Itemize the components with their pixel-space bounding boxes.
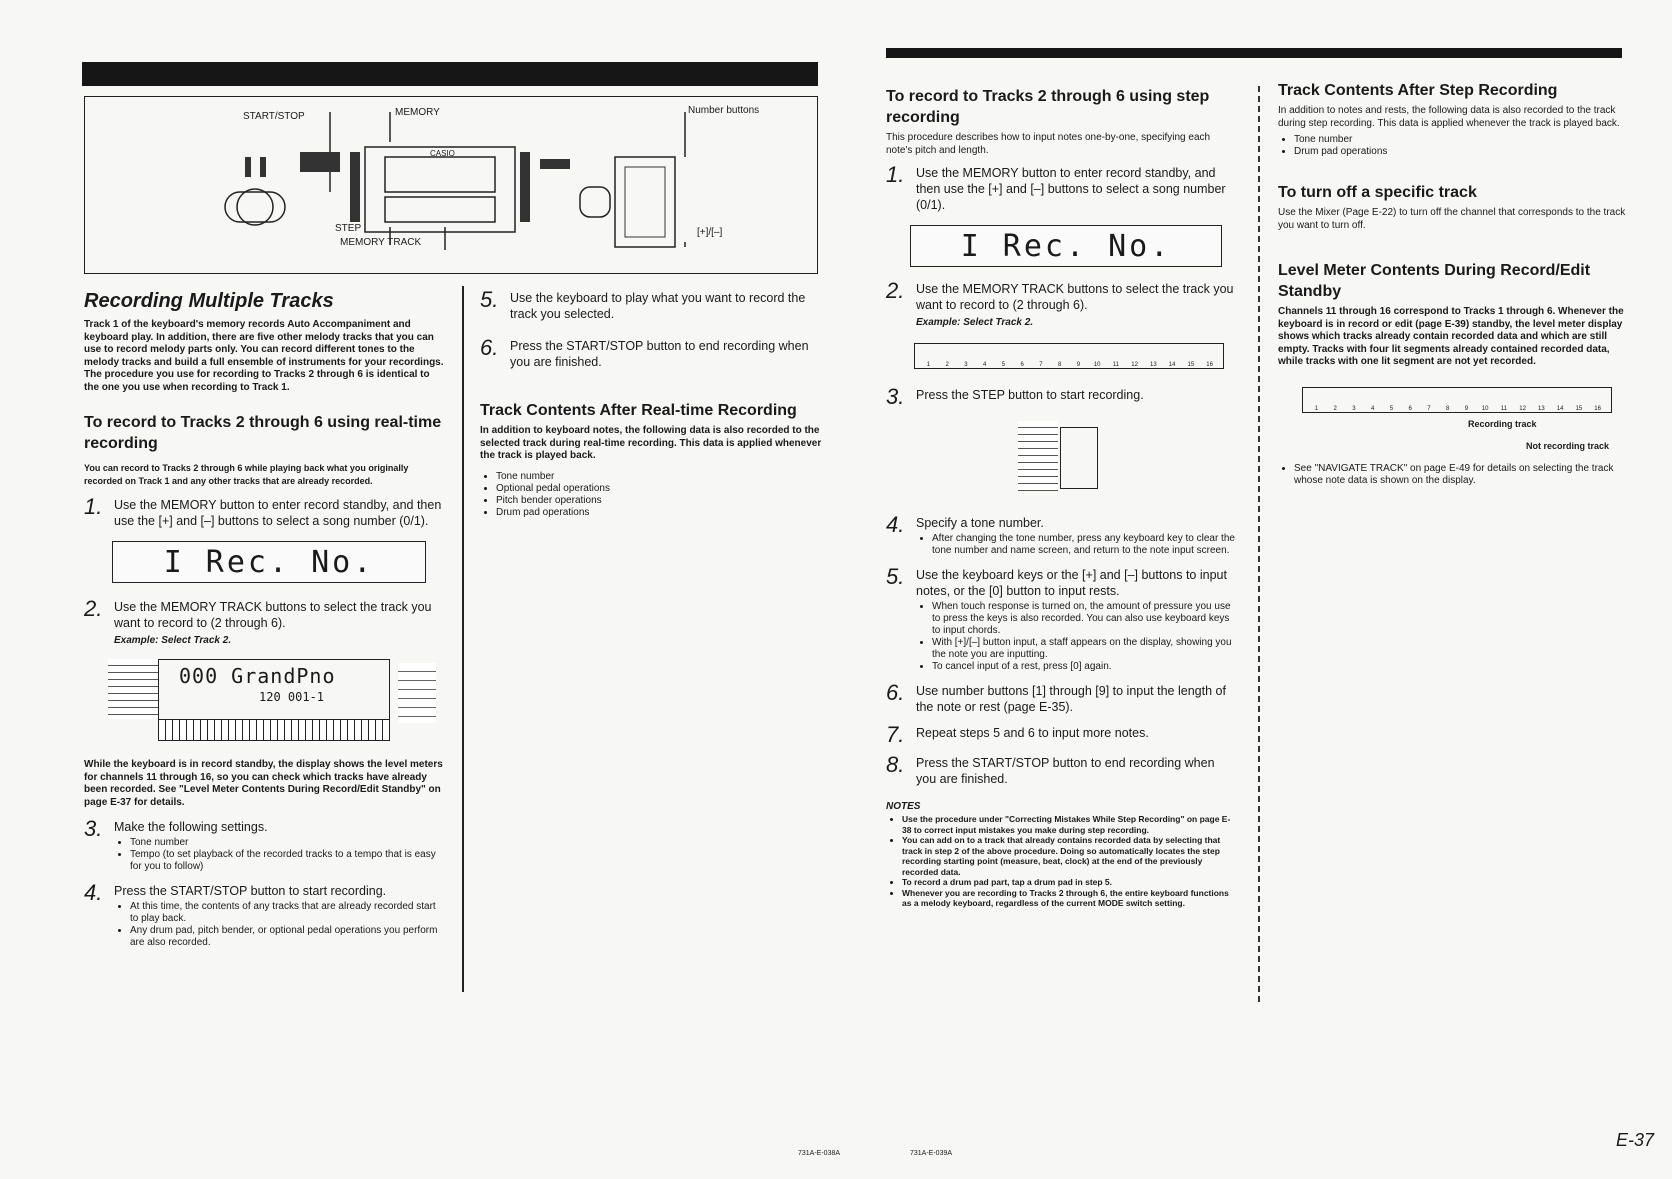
right-step-2: 2. Use the MEMORY TRACK buttons to select the track you want to record to (2 through 6). Example: Select Track 2. — [886, 278, 1234, 328]
right-step-5: 5. Use the keyboard keys or the [+] and [–] buttons to input notes, or the [0] button to input rests. • When touch response is turned on, the amount of pressure you use to press the keys is also recorded. You can also use keyboard keys to input chords. • With [+]/[–] button input, a staff appears on the display, showing you the note you are inputting. • To cancel input of a rest, press [0] again. — [886, 567, 1236, 673]
left-step-2: 2. Use the MEMORY TRACK buttons to select the track you want to record to (2 through 6). Example: Select Track 2. — [84, 596, 432, 646]
plus-minus-label: [+]/[–] — [697, 227, 723, 238]
right-step-1: 1. Use the MEMORY button to enter record standby, and then use the [+] and [–] buttons to select a song number (0/1). — [886, 162, 1226, 212]
level-meter-text: Channels 11 through 16 correspond to Tracks 1 through 6. Whenever the keyboard is in record or edit (page E-39) standby, the level meter display shows which tracks already contain recorded data and which are still empty. Tracks with four lit segments already contained recorded data, while tracks with one lit segment are not yet recorded. — [1278, 306, 1624, 367]
left-step-4: 4. Press the START/STOP button to start recording. • At this time, the contents of any tracks that are already recorded start to play back. • Any drum pad, pitch bender, or optional pedal operations you perform are also recorded. — [84, 883, 444, 949]
step-3-bullets: • Tone number • Tempo (to set playback of the recorded tracks to a tempo that is easy for you to follow) — [114, 837, 444, 873]
left-step-3: 3. Make the following settings. • Tone number • Tempo (to set playback of the recorded tracks to a tempo that is easy for you to follow) — [84, 819, 444, 873]
left-step-1: 1. Use the MEMORY button to enter record standby, and then use the [+] and [–] buttons to select a song number (0/1). — [84, 494, 442, 528]
example-label: Example: Select Track 2. — [114, 635, 232, 646]
track-contents-realtime-text: In addition to keyboard notes, the following data is also recorded to the selected track during real-time recording. This data is applied whenever the track is played back. — [480, 425, 822, 461]
section-title-recording-multiple: Recording Multiple Tracks — [84, 290, 334, 312]
intro-paragraph: Track 1 of the keyboard's memory records Auto Accompaniment and keyboard play. In addition, there are five other melody tracks that you can use to record melody parts only. You can record different tones to the melody tracks and build a full ensemble of instruments for your recordings. The procedure you use for recording to Tracks 2 through 6 is identical to the one you use when recording to Track 1. — [84, 319, 444, 393]
keyboard-panel-illustration — [85, 97, 816, 272]
keyboard-display-graphic — [108, 659, 436, 745]
not-recording-track-label: Not recording track — [1526, 440, 1610, 451]
footer-code-right: 731A-E-039A — [910, 1150, 953, 1157]
right-step-8: 8. Press the START/STOP button to end recording when you are finished. — [886, 752, 1215, 786]
display-line-2: 120 001-1 — [259, 690, 325, 704]
turn-off-track-heading: To turn off a specific track — [1278, 184, 1477, 201]
level-meter-heading: Level Meter Contents During Record/Edit Standby — [1278, 262, 1591, 300]
right-column-2 — [1278, 80, 1630, 487]
right-step-4: 4. Specify a tone number. • After changing the tone number, press any keyboard key to clear the tone number and name screen, and return to the note input screen. — [886, 515, 1236, 557]
memory-track-label: MEMORY TRACK — [340, 237, 422, 248]
right-step-7: 7. Repeat steps 5 and 6 to input more notes. — [886, 722, 1149, 747]
left-column-divider — [462, 286, 464, 992]
notes-heading: NOTES — [886, 801, 921, 812]
left-step-6: 6. Press the START/STOP button to end recording when you are finished. — [480, 335, 809, 369]
keyboard-diagram — [84, 96, 818, 274]
header-bar-right — [886, 48, 1622, 58]
step-recording-heading: To record to Tracks 2 through 6 using step recording — [886, 88, 1210, 126]
navigate-note: • See "NAVIGATE TRACK" on page E-49 for details on selecting the track whose note data is shown on the display. — [1278, 463, 1630, 487]
number-buttons-label: Number buttons — [688, 105, 760, 116]
notes-list: • Use the procedure under "Correcting Mistakes While Step Recording" on page E-38 to correct input mistakes you make during step recording. • You can add on to a track that already contains recorded data by selecting that track in step 2 of the above procedure. Doing so automatically locates the step recording starting point (measure, beat, clock) at the end of the previously recorded data. • To record a drum pad part, tap a drum pad in step 5. • Whenever you are recording to Tracks 2 through 6, the entire keyboard functions as a melody keyboard, regardless of the current MODE switch setting. — [886, 814, 1236, 909]
header-bar-left — [82, 62, 818, 86]
recording-track-label: Recording track — [1468, 418, 1537, 429]
lcd-rec-no-right: I Rec. No. — [910, 225, 1222, 267]
start-stop-label: START/STOP — [243, 111, 305, 122]
track-contents-realtime-list: • Tone number • Optional pedal operations • Pitch bender operations • Drum pad operations — [480, 471, 825, 519]
page-number: E-37 — [1616, 1130, 1655, 1150]
step-display-graphic — [1018, 421, 1108, 501]
realtime-heading: To record to Tracks 2 through 6 using real-time recording — [84, 414, 442, 452]
right-column-1 — [886, 86, 1236, 909]
level-meter-standby: 1 2 3 4 5 6 7 8 9 10 11 12 13 14 15 16 — [1302, 387, 1612, 413]
track-contents-step-list: • Tone number • Drum pad operations — [1278, 134, 1630, 158]
lcd-rec-no-left: I Rec. No. — [112, 541, 426, 583]
track-contents-realtime-heading: Track Contents After Real-time Recording — [480, 402, 797, 419]
step-recording-intro: This procedure describes how to input notes one-by-one, specifying each note's pitch and length. — [886, 132, 1211, 156]
right-step-6: 6. Use number buttons [1] through [9] to input the length of the note or rest (page E-35). — [886, 680, 1226, 714]
step-label: STEP — [335, 223, 362, 234]
step-4-right-bullets: • After changing the tone number, press any keyboard key to clear the tone number and name screen, and return to the note input screen. — [916, 533, 1236, 557]
memory-label: MEMORY — [395, 107, 440, 118]
display-line-1: 000 GrandPno — [179, 664, 336, 688]
footer-code-left: 731A-E-038A — [798, 1150, 841, 1157]
right-column-divider — [1258, 86, 1260, 1002]
step-5-right-bullets: • When touch response is turned on, the amount of pressure you use to press the keys is also recorded. You can also use keyboard keys to input chords. • With [+]/[–] button input, a staff appears on the display, showing you the note you are inputting. • To cancel input of a rest, press [0] again. — [916, 601, 1236, 673]
track-contents-step-text: In addition to notes and rests, the following data is also recorded to the track during step recording. This data is applied whenever the track is played back. — [1278, 105, 1620, 129]
left-column-2 — [480, 287, 825, 519]
realtime-intro: You can record to Tracks 2 through 6 while playing back what you originally recorded on Track 1 and any other tracks that are already recorded. — [84, 463, 409, 486]
turn-off-track-text: Use the Mixer (Page E-22) to turn off the channel that corresponds to the track you want to turn off. — [1278, 207, 1626, 231]
standby-text: While the keyboard is in record standby, the display shows the level meters for channels 11 through 16, so you can check which tracks have already been recorded. See "Level Meter Contents During Record/Edit Standby" on page E-37 for details. — [84, 759, 443, 808]
track-contents-step-heading: Track Contents After Step Recording — [1278, 82, 1558, 99]
right-step-3: 3. Press the STEP button to start recording. — [886, 384, 1144, 409]
level-meter-track-2: 1 2 3 4 5 6 7 8 9 10 11 12 13 14 15 16 — [914, 343, 1224, 369]
left-column-1 — [84, 290, 444, 949]
left-step-5: 5. Use the keyboard to play what you want to record the track you selected. — [480, 287, 806, 321]
brand-label: CASIO — [430, 149, 455, 158]
step-4-bullets: • At this time, the contents of any tracks that are already recorded start to play back. • Any drum pad, pitch bender, or optional pedal operations you perform are also recorded. — [114, 901, 444, 949]
